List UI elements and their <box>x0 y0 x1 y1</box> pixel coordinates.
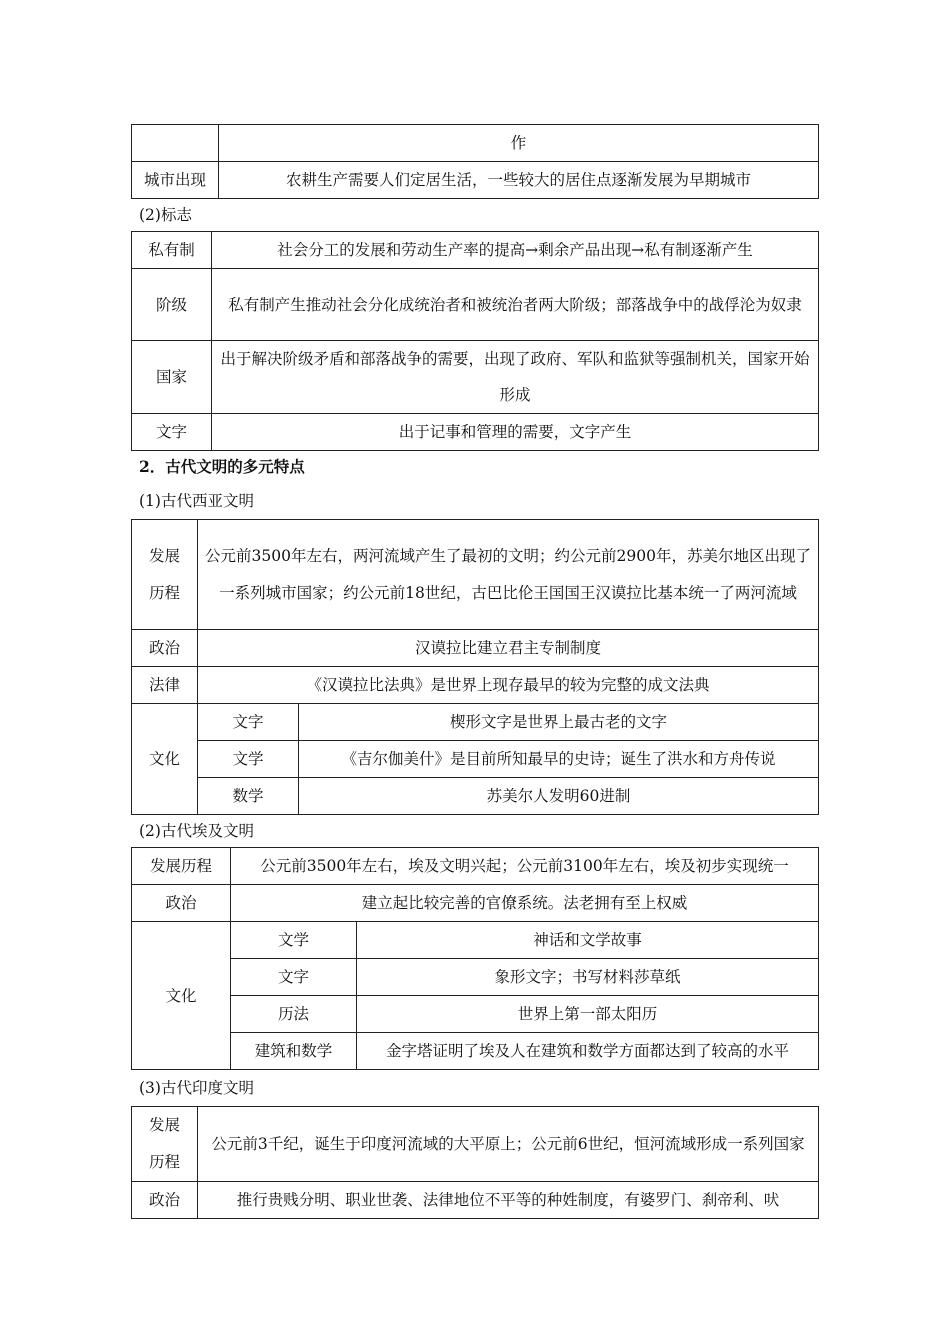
document-page <box>131 124 819 1219</box>
section-title: 2．古代文明的多元特点 <box>139 457 305 476</box>
row-content: 农耕生产需要人们定居生活，一些较大的居住点逐渐发展为早期城市 <box>219 162 819 199</box>
sub-label: 文字 <box>198 704 299 741</box>
row-content: 公元前3500年左右，埃及文明兴起；公元前3100年左右，埃及初步实现统一 <box>231 848 819 885</box>
table-row <box>132 269 819 341</box>
table-west-asia <box>131 519 819 815</box>
row-content: 出于记事和管理的需要，文字产生 <box>212 414 819 451</box>
row-content: 金字塔证明了埃及人在建筑和数学方面都达到了较高的水平 <box>357 1033 819 1070</box>
row-content: 世界上第一部太阳历 <box>357 996 819 1033</box>
table-row <box>132 630 819 667</box>
sub-label: 文字 <box>231 959 357 996</box>
row-content: 社会分工的发展和劳动生产率的提高→剩余产品出现→私有制逐渐产生 <box>212 232 819 269</box>
table-row <box>132 922 819 959</box>
row-label: 文字 <box>132 414 212 451</box>
table-row <box>132 414 819 451</box>
table-row <box>132 741 819 778</box>
table-row <box>132 885 819 922</box>
sub-label: 建筑和数学 <box>231 1033 357 1070</box>
table-row <box>132 341 819 414</box>
row-label: 城市出现 <box>132 162 219 199</box>
row-label: 国家 <box>132 341 212 414</box>
row-content: 私有制产生推动社会分化成统治者和被统治者两大阶级；部落战争中的战俘沦为奴隶 <box>212 269 819 341</box>
row-content: 象形文字；书写材料莎草纸 <box>357 959 819 996</box>
row-content: 公元前3千纪，诞生于印度河流域的大平原上；公元前6世纪，恒河流域形成一系列国家 <box>198 1107 819 1182</box>
row-label: 发展历程 <box>132 848 231 885</box>
caption-aiji: (2)古代埃及文明 <box>139 822 254 840</box>
row-label: 文化 <box>132 922 231 1070</box>
table-row <box>132 959 819 996</box>
row-content: 作 <box>219 125 819 162</box>
row-content: 神话和文学故事 <box>357 922 819 959</box>
table-row <box>132 162 819 199</box>
row-content: 出于解决阶级矛盾和部落战争的需要，出现了政府、军队和监狱等强制机关，国家开始形成 <box>212 341 819 414</box>
table-city-origin <box>131 124 819 199</box>
sub-label: 历法 <box>231 996 357 1033</box>
row-label: 发展历程 <box>132 520 198 630</box>
row-label: 发展历程 <box>132 1107 198 1182</box>
table-row <box>132 232 819 269</box>
table-india <box>131 1106 819 1219</box>
row-label: 私有制 <box>132 232 212 269</box>
row-content: 《吉尔伽美什》是目前所知最早的史诗；诞生了洪水和方舟传说 <box>299 741 819 778</box>
table-row <box>132 520 819 630</box>
table-row <box>132 996 819 1033</box>
sub-label: 文学 <box>231 922 357 959</box>
row-label: 文化 <box>132 704 198 815</box>
table-row <box>132 1182 819 1219</box>
table-row <box>132 1107 819 1182</box>
table-row <box>132 667 819 704</box>
row-label: 阶级 <box>132 269 212 341</box>
table-row <box>132 1033 819 1070</box>
row-content: 苏美尔人发明60进制 <box>299 778 819 815</box>
row-content: 公元前3500年左右，两河流域产生了最初的文明；约公元前2900年，苏美尔地区出现了一系列城市国家；约公元前18世纪，古巴比伦王国国王汉谟拉比基本统一了两河流域 <box>198 520 819 630</box>
sub-label: 文学 <box>198 741 299 778</box>
caption-biaozhi: (2)标志 <box>139 206 192 224</box>
table-row <box>132 125 819 162</box>
row-content: 《汉谟拉比法典》是世界上现存最早的较为完整的成文法典 <box>198 667 819 704</box>
row-content: 建立起比较完善的官僚系统。法老拥有至上权威 <box>231 885 819 922</box>
row-label: 政治 <box>132 630 198 667</box>
table-row <box>132 704 819 741</box>
table-egypt <box>131 847 819 1070</box>
sub-label: 数学 <box>198 778 299 815</box>
row-label: 法律 <box>132 667 198 704</box>
row-content: 推行贵贱分明、职业世袭、法律地位不平等的种姓制度，有婆罗门、刹帝利、吠 <box>198 1182 819 1219</box>
row-label: 政治 <box>132 885 231 922</box>
table-row <box>132 778 819 815</box>
row-label <box>132 125 219 162</box>
table-row <box>132 848 819 885</box>
caption-yindu: (3)古代印度文明 <box>139 1079 254 1097</box>
table-civilization-signs <box>131 231 819 451</box>
row-content: 汉谟拉比建立君主专制制度 <box>198 630 819 667</box>
row-label: 政治 <box>132 1182 198 1219</box>
caption-xiya: (1)古代西亚文明 <box>139 492 254 510</box>
row-content: 楔形文字是世界上最古老的文字 <box>299 704 819 741</box>
